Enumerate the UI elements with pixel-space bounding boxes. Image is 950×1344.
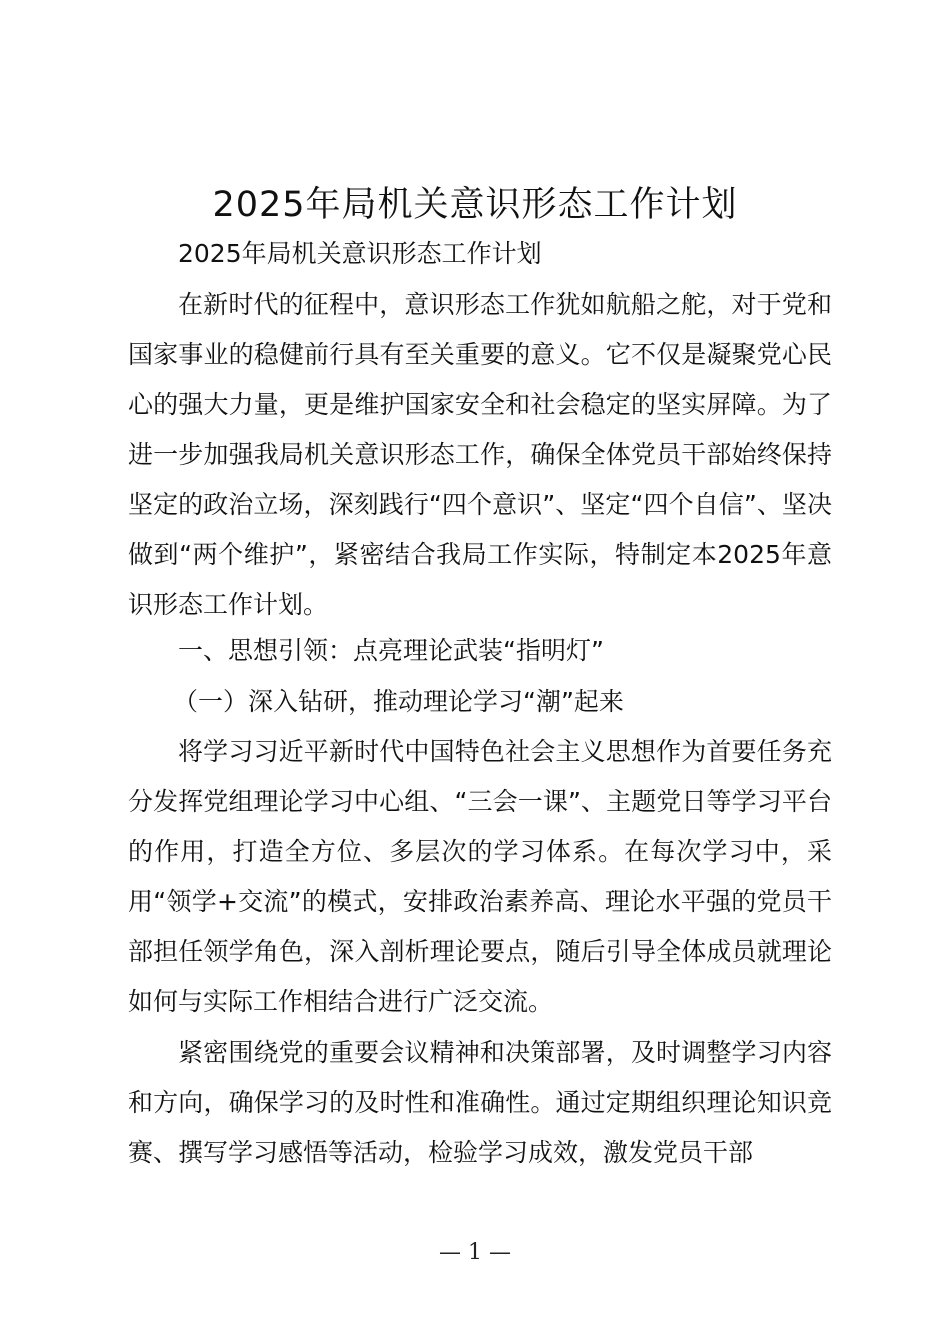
subtitle-text: 2025年局机关意识形态工作计划 <box>178 239 542 268</box>
body-paragraph-text: 将学习习近平新时代中国特色社会主义思想作为首要任务充分发挥党组理论学习中心组、“三会一课”、主题党日等学习平台的作用，打造全方位、多层次的学习体系。在每次学习中，采用“领学+交流”的模式，安排政治素养高、理论水平强的党员干部担任领学角色，深入剖析理论要点，随后引导全体成员就理论如何与实际工作相结合进行广泛交流。 <box>128 737 832 1016</box>
section-heading <box>128 626 832 676</box>
intro-paragraph-text: 在新时代的征程中，意识形态工作犹如航船之舵，对于党和国家事业的稳健前行具有至关重要的意义。它不仅是凝聚党心民心的强大力量，更是维护国家安全和社会稳定的坚实屏障。为了进一步加强我局机关意识形态工作，确保全体党员干部始终保持坚定的政治立场，深刻践行“四个意识”、坚定“四个自信”、坚决做到“两个维护”，紧密结合我局工作实际，特制定本2025年意识形态工作计划。 <box>128 290 832 619</box>
body-paragraph <box>128 1028 832 1178</box>
document-title: 2025年局机关意识形态工作计划 <box>212 185 738 225</box>
section-heading-text: 一、思想引领：点亮理论武装“指明灯” <box>178 636 604 665</box>
subsection-heading <box>128 677 832 727</box>
intro-paragraph <box>128 280 832 630</box>
body-paragraph-text: 紧密围绕党的重要会议精神和决策部署，及时调整学习内容和方向，确保学习的及时性和准确性。通过定期组织理论知识竞赛、撰写学习感悟等活动，检验学习成效，激发党员干部 <box>128 1038 832 1167</box>
subsection-heading-text: （一）深入钻研，推动理论学习“潮”起来 <box>173 687 624 716</box>
page-number: — 1 — <box>439 1240 511 1265</box>
body-paragraph <box>128 727 832 1027</box>
document-subtitle <box>128 229 832 279</box>
